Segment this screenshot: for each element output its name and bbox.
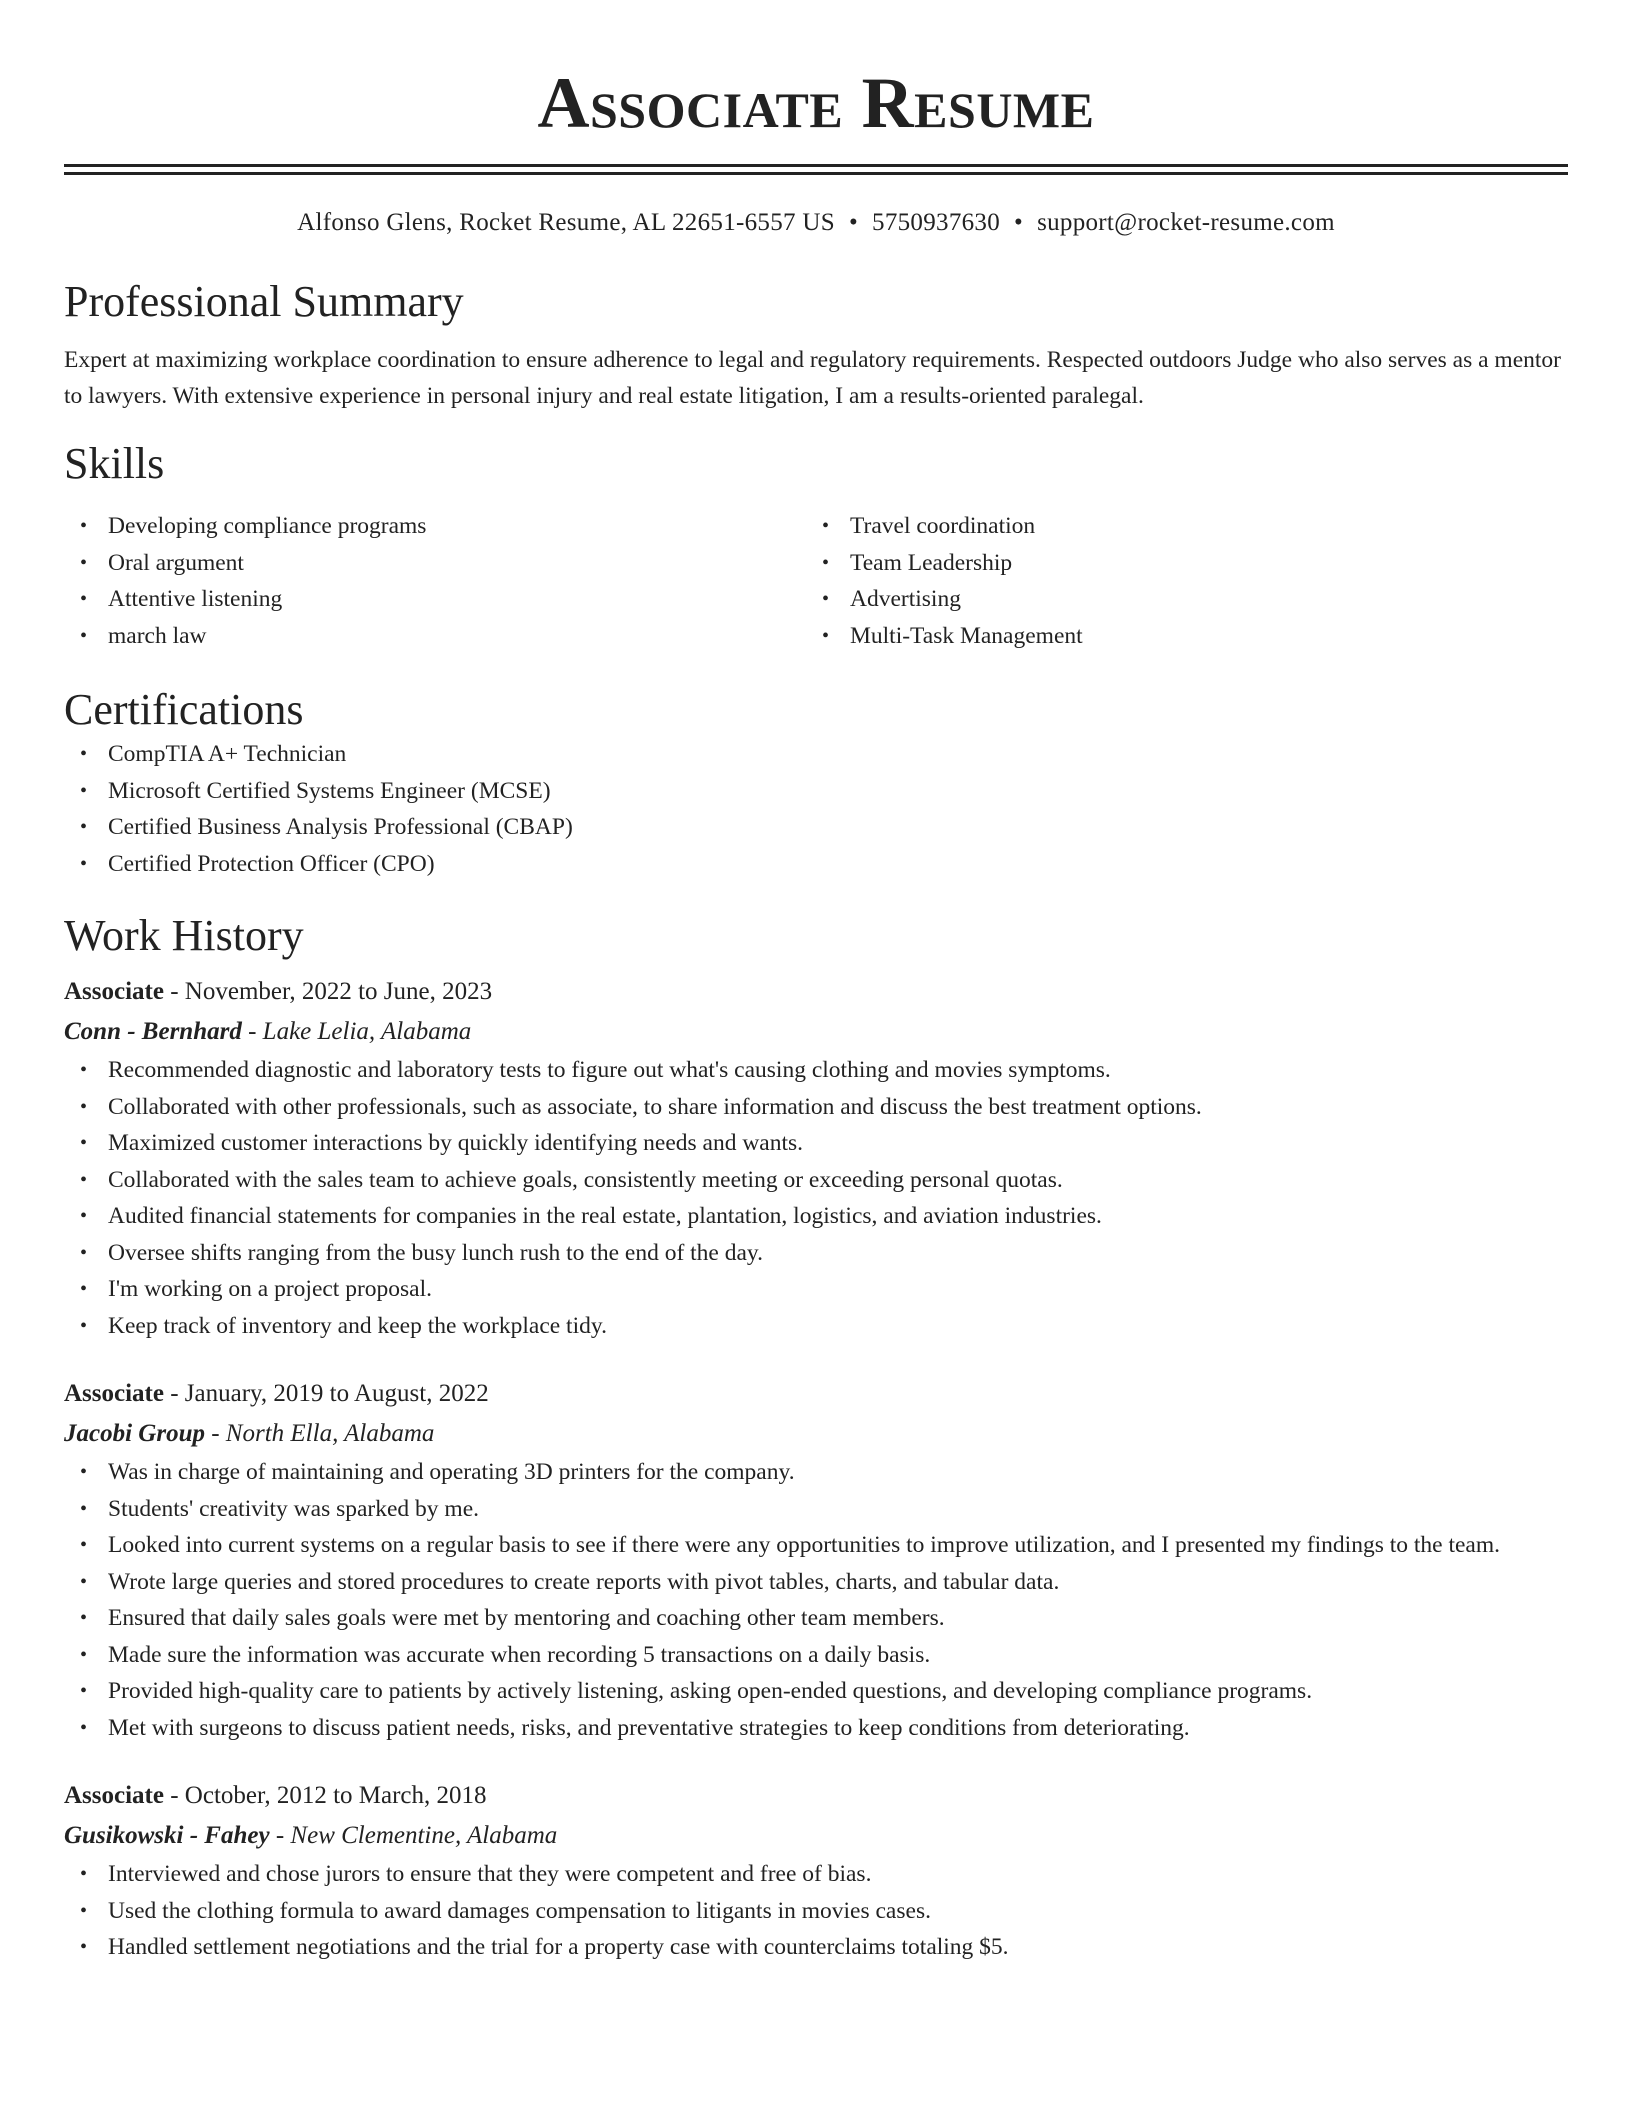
skill-item: [806, 545, 1548, 582]
job-duty-item: [64, 1637, 1568, 1674]
job-dates: - January, 2019 to August, 2022: [163, 1380, 489, 1407]
job-duty-item-text: Collaborated with the sales team to achieve goals, consistently meeting or exceeding personal quotas.: [108, 1166, 1063, 1193]
bullet-dot: •: [80, 1241, 88, 1264]
bullet-separator: •: [848, 209, 859, 236]
job-duty-item-text: Looked into current systems on a regular basis to see if there were any opportunities to improve utilization, and I presented my findings to the team.: [108, 1532, 1501, 1558]
skill-item-text: Advertising: [850, 586, 961, 612]
bullet-dot: •: [80, 1680, 88, 1702]
certification-item: [64, 809, 1568, 846]
bullet-dot: •: [80, 1936, 88, 1958]
certification-item: [64, 846, 1568, 883]
bullet-dot: •: [80, 1095, 88, 1118]
job-duty-item: [64, 1308, 1568, 1345]
job-duty-item: [64, 1271, 1568, 1308]
bullet-dot: •: [80, 1716, 88, 1739]
certifications-list: [64, 736, 1568, 882]
contact-line: [64, 208, 1568, 238]
job-duty-item: [64, 1673, 1568, 1710]
bullet-dot: •: [80, 1570, 88, 1593]
job-role: Associate: [64, 1782, 164, 1809]
job-duty-item: [64, 1089, 1568, 1126]
skill-item-text: Multi-Task Management: [850, 622, 1083, 649]
job-duty-item-text: Maximized customer interactions by quickly identifying needs and wants.: [108, 1130, 804, 1156]
job-duty-item-text: Used the clothing formula to award damages compensation to litigants in movies cases.: [108, 1897, 931, 1924]
job-heading: [64, 972, 1568, 1012]
bullet-dot: •: [822, 551, 830, 574]
job-duty-item-text: Recommended diagnostic and laboratory tests to figure out what's causing clothing and movies symptoms.: [108, 1057, 1111, 1083]
resume-title: Associate Resume: [537, 63, 1095, 143]
job-duty-item: [64, 1856, 1568, 1893]
job-entry: [64, 1374, 1568, 1746]
certification-item-text: CompTIA A+ Technician: [108, 741, 347, 767]
bullet-dot: •: [80, 1899, 88, 1922]
bullet-dot: •: [80, 1607, 88, 1629]
certification-item-text: Certified Business Analysis Professional (CBAP): [108, 814, 573, 840]
job-duty-item: [64, 1527, 1568, 1564]
job-company-line: [64, 1414, 1568, 1454]
job-duty-item-text: Wrote large queries and stored procedures to create reports with pivot tables, charts, and tabular data.: [108, 1568, 1060, 1595]
work-history-heading: Work History: [64, 911, 304, 960]
job-role: Associate: [64, 978, 164, 1005]
job-duties-list: [64, 1052, 1568, 1344]
job-duties-list: [64, 1856, 1568, 1966]
job-duty-item-text: Ensured that daily sales goals were met by mentoring and coaching other team members.: [108, 1605, 945, 1631]
skill-item: [64, 581, 806, 618]
skill-item-text: Team Leadership: [850, 549, 1013, 576]
bullet-dot: •: [80, 1534, 88, 1556]
job-company: Jacobi Group: [64, 1420, 205, 1447]
bullet-dot: •: [80, 1863, 88, 1885]
skill-item: [806, 581, 1548, 618]
skill-item-text: Oral argument: [108, 549, 244, 576]
bullet-dot: •: [80, 515, 88, 537]
job-duty-item-text: Keep track of inventory and keep the workplace tidy.: [108, 1312, 607, 1339]
job-duty-item-text: Handled settlement negotiations and the trial for a property case with counterclaims totaling $5.: [108, 1934, 1009, 1960]
job-duty-item-text: Audited financial statements for companies in the real estate, plantation, logistics, and aviation industries.: [108, 1203, 1102, 1229]
job-duty-item-text: I'm working on a project proposal.: [108, 1276, 433, 1302]
bullet-dot: •: [80, 1205, 88, 1227]
job-duty-item: [64, 1052, 1568, 1089]
certification-item: [64, 773, 1568, 810]
bullet-dot: •: [80, 1314, 88, 1337]
job-duty-item: [64, 1600, 1568, 1637]
job-duty-item: [64, 1564, 1568, 1601]
skill-item: [64, 545, 806, 582]
job-duty-item: [64, 1235, 1568, 1272]
skills-left-column: [64, 508, 806, 654]
skills-left-list: [64, 508, 806, 654]
contact-address: Alfonso Glens, Rocket Resume, AL 22651-6557 US: [297, 209, 835, 236]
bullet-dot: •: [80, 551, 88, 574]
job-duty-item-text: Collaborated with other professionals, such as associate, to share information and discuss the best treatment options.: [108, 1093, 1202, 1120]
job-location: - North Ella, Alabama: [204, 1420, 435, 1447]
job-heading: [64, 1776, 1568, 1816]
job-duty-item: [64, 1198, 1568, 1235]
bullet-dot: •: [822, 588, 830, 610]
job-heading: [64, 1374, 1568, 1414]
bullet-dot: •: [80, 588, 88, 610]
job-duty-item: [64, 1710, 1568, 1747]
bullet-dot: •: [80, 816, 88, 838]
skills-right-column: [806, 508, 1548, 654]
certifications-heading: Certifications: [64, 685, 304, 734]
skills-heading: Skills: [64, 439, 165, 488]
skill-item-text: Developing compliance programs: [108, 513, 427, 539]
skill-item-text: march law: [108, 622, 207, 649]
bullet-dot: •: [822, 515, 830, 537]
job-duty-item: [64, 1491, 1568, 1528]
skill-item-text: Attentive listening: [108, 586, 283, 612]
bullet-dot: •: [80, 743, 88, 765]
job-duty-item-text: Interviewed and chose jurors to ensure that they were competent and free of bias.: [108, 1861, 872, 1887]
skill-item: [806, 618, 1548, 655]
contact-email: support@rocket-resume.com: [1037, 209, 1335, 236]
bullet-dot: •: [80, 1168, 88, 1191]
skills-right-list: [806, 508, 1548, 654]
job-role: Associate: [64, 1380, 164, 1407]
certification-item-text: Microsoft Certified Systems Engineer (MCSE): [108, 777, 551, 804]
resume-page: [64, 0, 1568, 1966]
job-duty-item-text: Oversee shifts ranging from the busy lunch rush to the end of the day.: [108, 1239, 764, 1266]
contact-phone: 5750937630: [872, 209, 1001, 236]
job-entry: [64, 972, 1568, 1344]
job-duty-item: [64, 1929, 1568, 1966]
job-dates: - November, 2022 to June, 2023: [163, 978, 493, 1005]
job-duty-item: [64, 1893, 1568, 1930]
skill-item: [64, 618, 806, 655]
job-duty-item-text: Students' creativity was sparked by me.: [108, 1495, 480, 1522]
skill-item: [64, 508, 806, 545]
bullet-separator: •: [1014, 209, 1024, 236]
certification-item-text: Certified Protection Officer (CPO): [108, 850, 435, 877]
job-duties-list: [64, 1454, 1568, 1746]
job-entry: [64, 1776, 1568, 1966]
skills-columns: [64, 508, 1568, 654]
work-history-list: [64, 972, 1568, 1966]
summary-text: Expert at maximizing workplace coordination to ensure adherence to legal and regulatory requirements. Respected outdoors Judge who also serves as a mentor to lawyers. With extensive experience in personal injury and real estate litigation, I am a results-oriented paralegal.: [64, 347, 1561, 409]
job-company-line: [64, 1816, 1568, 1856]
job-duty-item: [64, 1454, 1568, 1491]
job-company: Conn - Bernhard: [64, 1018, 242, 1045]
skill-item: [806, 508, 1548, 545]
bullet-dot: •: [80, 1461, 88, 1483]
title-double-rule: [64, 164, 1568, 175]
bullet-dot: •: [80, 624, 88, 647]
skill-item-text: Travel coordination: [850, 513, 1036, 539]
bullet-dot: •: [80, 1497, 88, 1520]
summary-heading: Professional Summary: [64, 277, 464, 326]
job-dates: - October, 2012 to March, 2018: [163, 1782, 487, 1809]
job-company-line: [64, 1012, 1568, 1052]
job-company: Gusikowski - Fahey: [64, 1822, 270, 1849]
job-duty-item-text: Was in charge of maintaining and operating 3D printers for the company.: [108, 1459, 795, 1485]
bullet-dot: •: [80, 1132, 88, 1154]
bullet-dot: •: [80, 1278, 88, 1300]
certification-item: [64, 736, 1568, 773]
bullet-dot: •: [80, 852, 88, 875]
bullet-dot: •: [80, 1643, 88, 1666]
job-duty-item-text: Made sure the information was accurate when recording 5 transactions on a daily basis.: [108, 1641, 931, 1668]
job-duty-item: [64, 1125, 1568, 1162]
job-location: - New Clementine, Alabama: [269, 1822, 558, 1849]
job-duty-item: [64, 1162, 1568, 1199]
job-duty-item-text: Met with surgeons to discuss patient needs, risks, and preventative strategies to keep conditions from deteriorating.: [108, 1714, 1190, 1741]
job-location: - Lake Lelia, Alabama: [241, 1018, 472, 1045]
bullet-dot: •: [80, 779, 88, 802]
bullet-dot: •: [80, 1059, 88, 1081]
bullet-dot: •: [822, 624, 830, 647]
job-duty-item-text: Provided high-quality care to patients by actively listening, asking open-ended questions, and developing compliance programs.: [108, 1678, 1313, 1704]
